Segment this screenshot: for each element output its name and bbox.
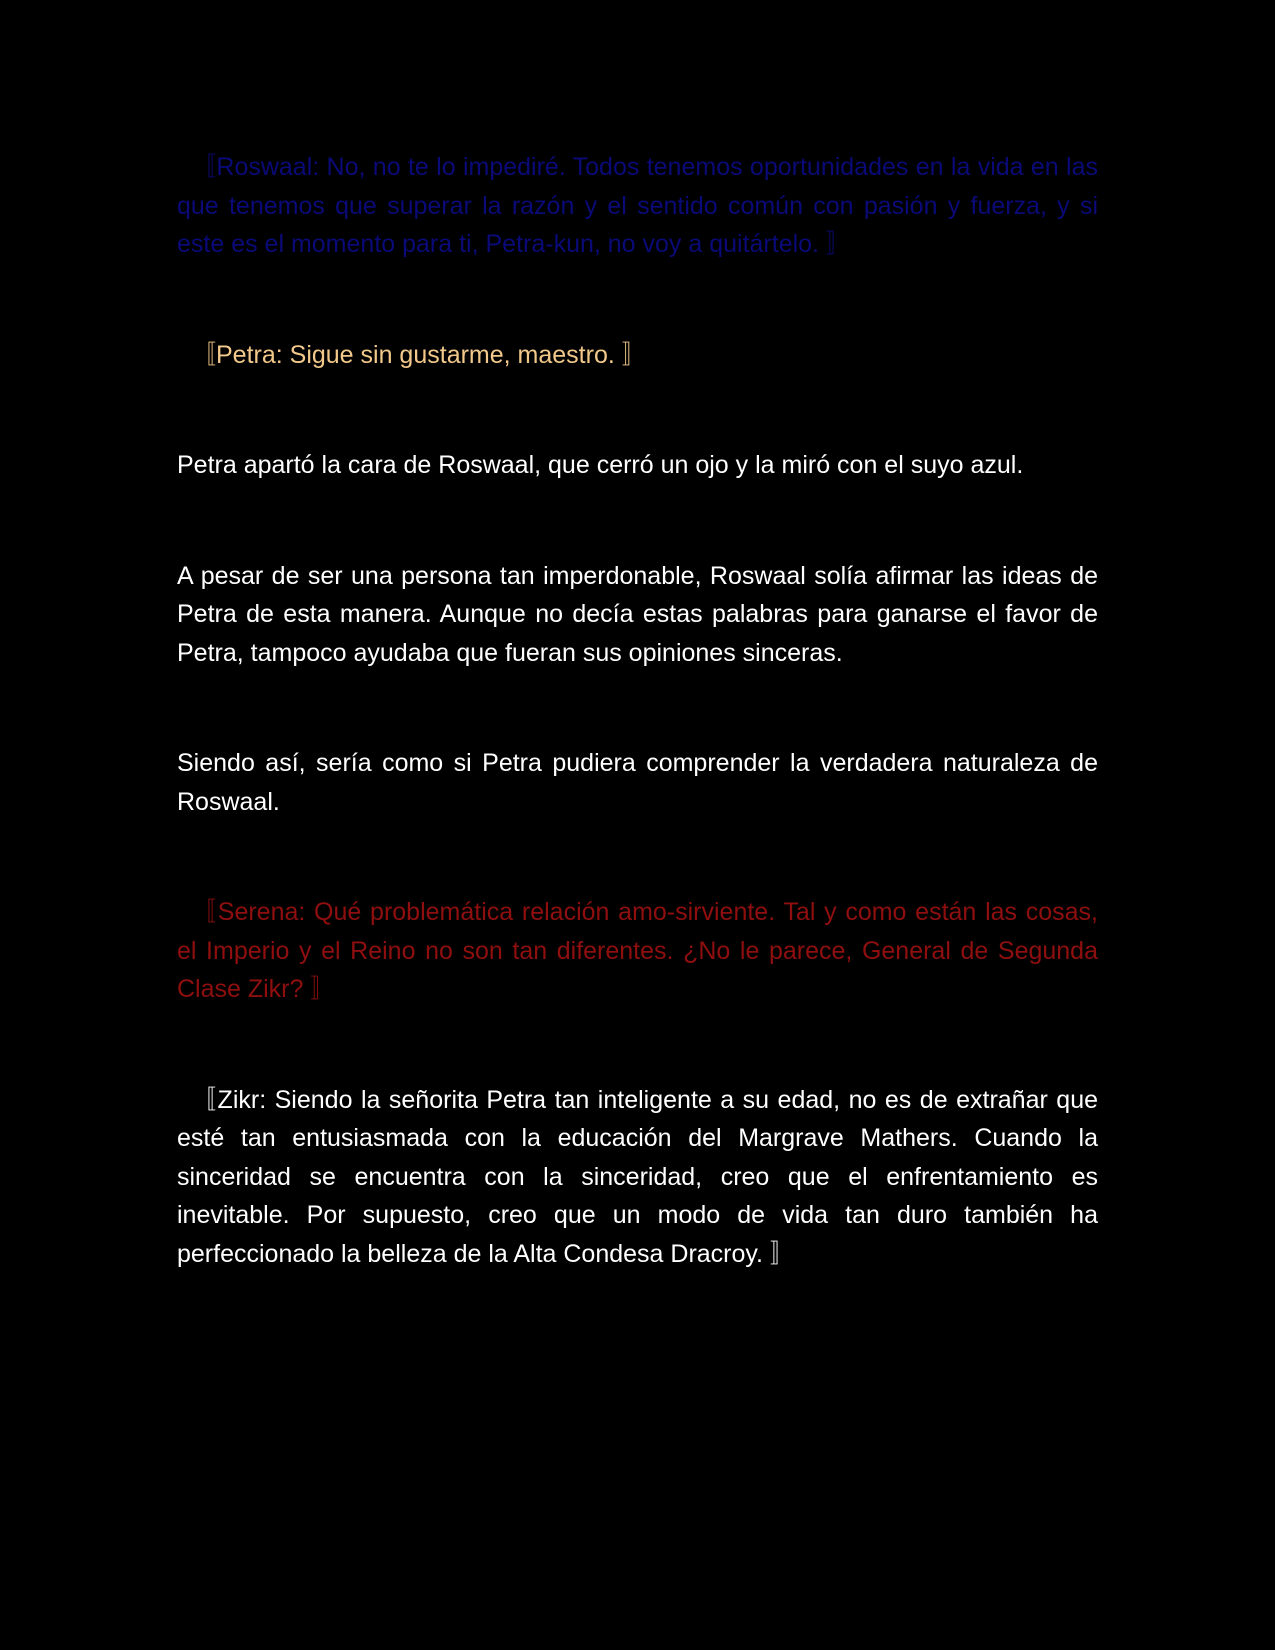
narration-paragraph: Siendo así, sería como si Petra pudiera comprender la verdadera naturaleza de Roswaal.: [177, 749, 1098, 816]
zikr-dialogue: 〚Zikr: Siendo la señorita Petra tan inteligente a su edad, no es de extrañar que esté tan entusiasmada con la educación del Margrave Mathers. Cuando la sinceridad se encuentra con la sinceridad, creo que el enfrentamiento es inevitable. Por supuesto, creo que un modo de vida tan duro también ha perfeccionado la belleza de la Alta Condesa Dracroy. 〛: [177, 1085, 1098, 1268]
serena-dialogue: 〚Serena: Qué problemática relación amo-sirviente. Tal y como están las cosas, el Imperio y el Reino no son tan diferentes. ¿No le parece, General de Segunda Clase Zikr? 〛: [177, 898, 1098, 1003]
roswaal-dialogue: 〚Roswaal: No, no te lo impediré. Todos tenemos oportunidades en la vida en las que tenemos que superar la razón y el sentido común con pasión y fuerza, y si este es el momento para ti, Petra-kun, no voy a quitártelo. 〛: [177, 153, 1098, 258]
document-page: [177, 148, 1098, 1273]
narration-paragraph: Petra apartó la cara de Roswaal, que cerró un ojo y la miró con el suyo azul.: [177, 451, 1024, 479]
petra-dialogue: 〚Petra: Sigue sin gustarme, maestro. 〛: [191, 340, 647, 369]
narration-paragraph: A pesar de ser una persona tan imperdonable, Roswaal solía afirmar las ideas de Petra de esta manera. Aunque no decía estas palabras para ganarse el favor de Petra, tampoco ayudaba que fueran sus opiniones sinceras.: [177, 561, 1098, 667]
